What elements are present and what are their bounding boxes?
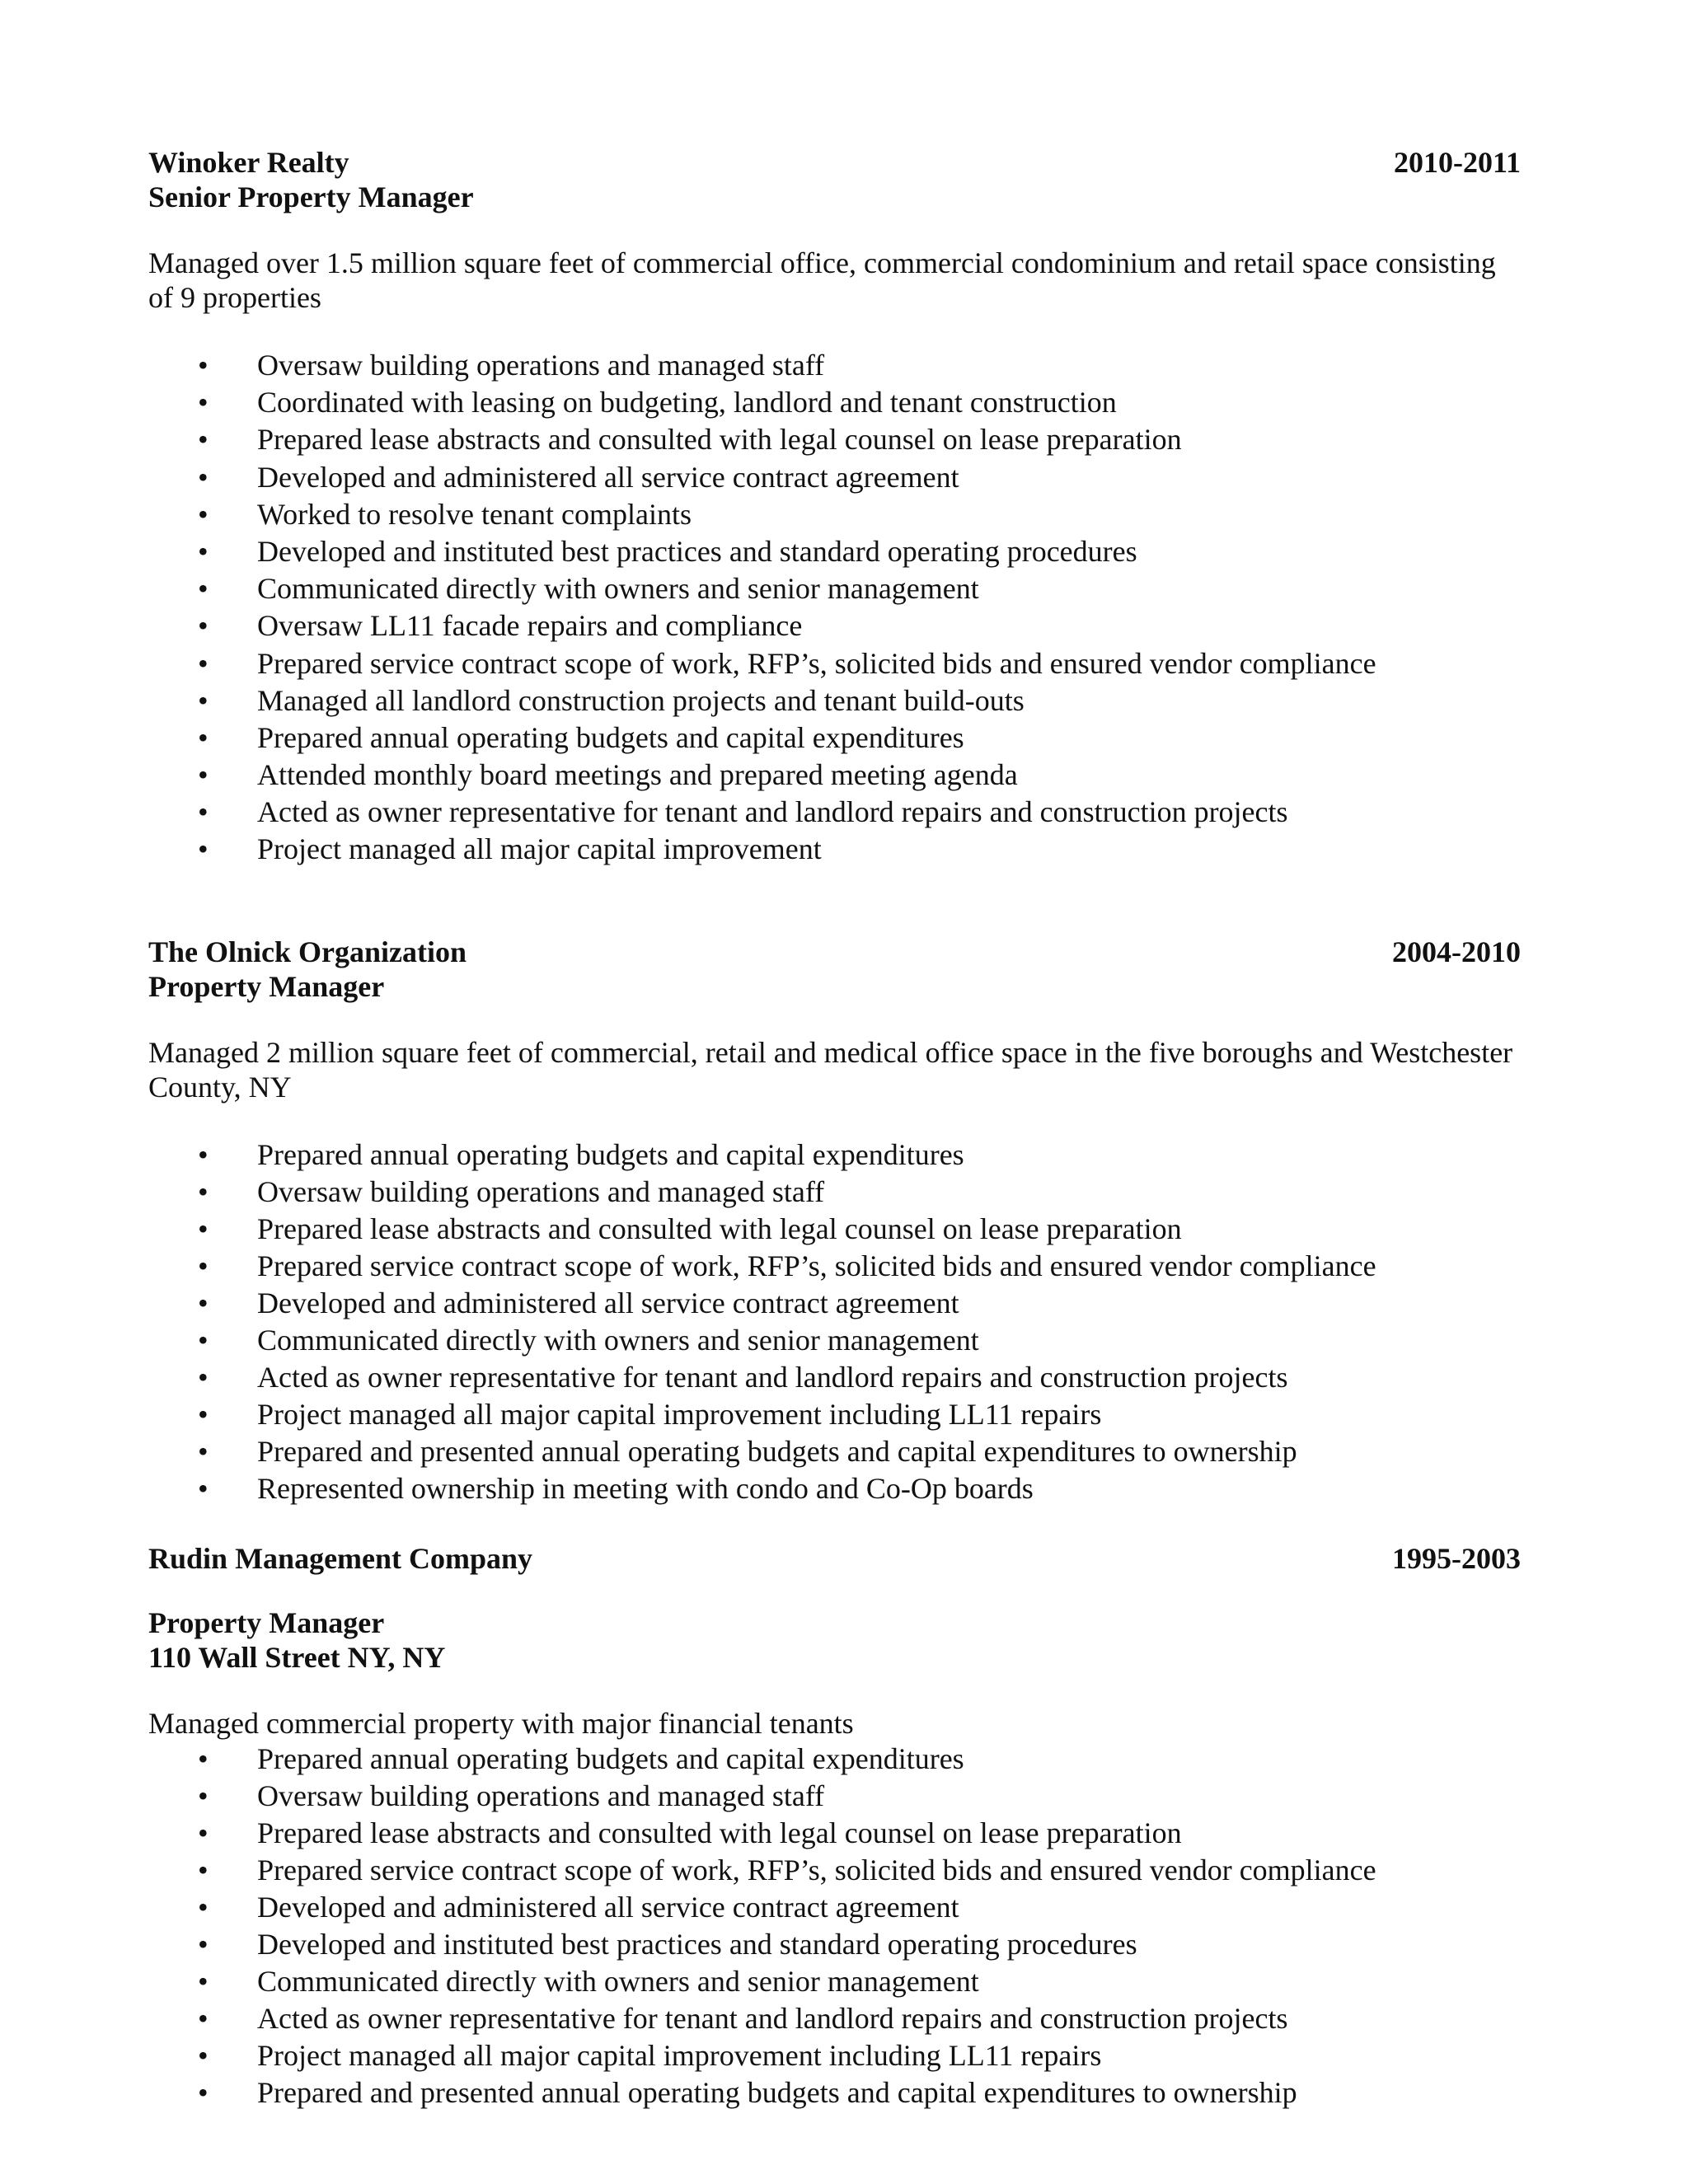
bullet-icon: • (198, 795, 209, 829)
list-item: • Prepared annual operating budgets and capital expenditures (148, 1137, 1521, 1174)
job-location: 110 Wall Street NY, NY (148, 1641, 446, 1674)
job-header (148, 145, 1521, 180)
list-item: • Project managed all major capital improvement (148, 831, 1521, 868)
job-title: Senior Property Manager (148, 180, 474, 213)
bullet-icon: • (198, 1779, 209, 1812)
company-name: Rudin Management Company (148, 1542, 533, 1575)
bullet-icon: • (198, 1472, 209, 1505)
job-summary: Managed 2 million square feet of commercial, retail and medical office space in the five boroughs and Westchester County, NY (148, 1036, 1513, 1104)
responsibility-list (148, 1137, 1521, 1507)
list-item: • Prepared lease abstracts and consulted with legal counsel on lease preparation (148, 1211, 1521, 1248)
list-item: • Oversaw building operations and managed staff (148, 1778, 1521, 1815)
bullet-icon: • (198, 1249, 209, 1282)
bullet-icon: • (198, 1212, 209, 1245)
job-summary: Managed over 1.5 million square feet of commercial office, commercial condominium and retail space consisting of 9 properties (148, 246, 1496, 314)
job-header (148, 935, 1521, 969)
list-item: • Acted as owner representative for tenant and landlord repairs and construction projects (148, 2000, 1521, 2037)
bullet-icon: • (198, 832, 209, 866)
bullet-icon: • (198, 1928, 209, 1961)
list-item: • Prepared service contract scope of work, RFP’s, solicited bids and ensured vendor compliance (148, 1852, 1521, 1889)
job-title: Property Manager (148, 1606, 385, 1639)
bullet-icon: • (198, 423, 209, 457)
bullet-icon: • (198, 720, 209, 754)
job-summary: Managed commercial property with major financial tenants (148, 1707, 854, 1740)
bullet-icon: • (198, 1742, 209, 1775)
list-item: • Developed and administered all service contract agreement (148, 1285, 1521, 1322)
responsibility-list (148, 1741, 1521, 2111)
bullet-icon: • (198, 534, 209, 568)
list-item: • Prepared lease abstracts and consulted with legal counsel on lease preparation (148, 421, 1521, 458)
list-item: • Coordinated with leasing on budgeting, landlord and tenant construction (148, 384, 1521, 421)
list-item: • Prepared annual operating budgets and capital expenditures (148, 719, 1521, 757)
list-item: • Developed and instituted best practices and standard operating procedures (148, 1926, 1521, 1963)
list-item: • Prepared lease abstracts and consulted with legal counsel on lease preparation (148, 1815, 1521, 1852)
bullet-icon: • (198, 646, 209, 680)
list-item: • Prepared service contract scope of work, RFP’s, solicited bids and ensured vendor compliance (148, 1248, 1521, 1285)
bullet-icon: • (198, 349, 209, 382)
bullet-icon: • (198, 1324, 209, 1357)
list-item: • Prepared annual operating budgets and capital expenditures (148, 1741, 1521, 1778)
bullet-icon: • (198, 1816, 209, 1849)
list-item: • Developed and administered all service contract agreement (148, 1889, 1521, 1926)
bullet-icon: • (198, 1138, 209, 1171)
bullet-icon: • (198, 497, 209, 531)
list-item: • Communicated directly with owners and senior management (148, 1963, 1521, 2000)
list-item: • Communicated directly with owners and senior management (148, 1322, 1521, 1359)
company-name: Winoker Realty (148, 146, 349, 179)
list-item: • Represented ownership in meeting with condo and Co-Op boards (148, 1470, 1521, 1507)
list-item: • Acted as owner representative for tenant and landlord repairs and construction projects (148, 1359, 1521, 1396)
bullet-icon: • (198, 1286, 209, 1319)
job-section (148, 935, 1521, 1507)
list-item: • Managed all landlord construction projects and tenant build-outs (148, 682, 1521, 719)
list-item: • Worked to resolve tenant complaints (148, 496, 1521, 533)
bullet-icon: • (198, 2002, 209, 2035)
job-title: Property Manager (148, 970, 385, 1003)
list-item: • Developed and instituted best practices and standard operating procedures (148, 533, 1521, 570)
bullet-icon: • (198, 2076, 209, 2109)
job-section (148, 1541, 1521, 2111)
company-name: The Olnick Organization (148, 935, 467, 968)
list-item: • Developed and administered all service contract agreement (148, 459, 1521, 496)
list-item: • Acted as owner representative for tenant and landlord repairs and construction projects (148, 794, 1521, 831)
employment-dates: 2010-2011 (1393, 146, 1521, 179)
list-item: • Prepared and presented annual operating budgets and capital expenditures to ownership (148, 2074, 1521, 2111)
bullet-icon: • (198, 572, 209, 606)
list-item: • Communicated directly with owners and senior management (148, 570, 1521, 607)
list-item: • Prepared and presented annual operating budgets and capital expenditures to ownership (148, 1433, 1521, 1470)
list-item: • Oversaw LL11 facade repairs and compliance (148, 607, 1521, 644)
bullet-icon: • (198, 2039, 209, 2072)
bullet-icon: • (198, 758, 209, 792)
responsibility-list (148, 347, 1521, 869)
bullet-icon: • (198, 1175, 209, 1208)
bullet-icon: • (198, 1965, 209, 1998)
bullet-icon: • (198, 1891, 209, 1924)
list-item: • Prepared service contract scope of work, RFP’s, solicited bids and ensured vendor compliance (148, 645, 1521, 682)
employment-dates: 1995-2003 (1392, 1542, 1521, 1575)
bullet-icon: • (198, 460, 209, 494)
list-item: • Attended monthly board meetings and prepared meeting agenda (148, 757, 1521, 794)
bullet-icon: • (198, 1854, 209, 1886)
list-item: • Project managed all major capital improvement including LL11 repairs (148, 1396, 1521, 1433)
bullet-icon: • (198, 683, 209, 717)
bullet-icon: • (198, 1398, 209, 1431)
list-item: • Oversaw building operations and managed staff (148, 1174, 1521, 1211)
bullet-icon: • (198, 609, 209, 643)
list-item: • Oversaw building operations and managed staff (148, 347, 1521, 384)
bullet-icon: • (198, 1435, 209, 1468)
job-header (148, 1541, 1521, 1576)
job-section (148, 145, 1521, 869)
bullet-icon: • (198, 386, 209, 419)
list-item: • Project managed all major capital improvement including LL11 repairs (148, 2037, 1521, 2074)
employment-dates: 2004-2010 (1392, 935, 1521, 968)
bullet-icon: • (198, 1361, 209, 1394)
